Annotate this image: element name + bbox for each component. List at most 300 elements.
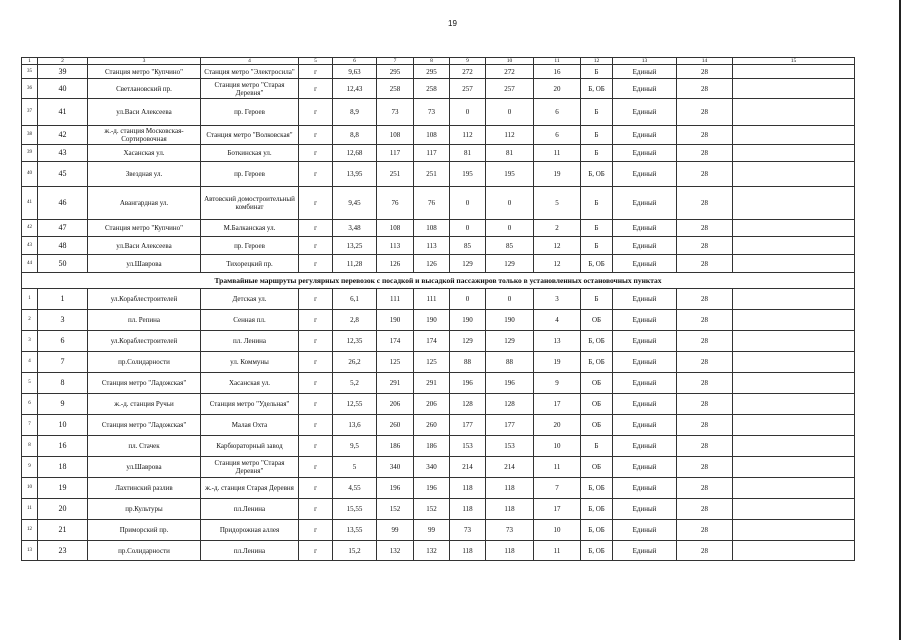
- route-type: г: [299, 187, 333, 220]
- route-number: 45: [38, 162, 88, 187]
- route-length: 5: [333, 457, 377, 478]
- cell-c7: 258: [377, 79, 414, 99]
- cell-c7: 111: [377, 289, 414, 310]
- cell-c15: [733, 478, 855, 499]
- cell-c7: 196: [377, 478, 414, 499]
- row-number: 7: [22, 415, 38, 436]
- route-length: 8,9: [333, 99, 377, 126]
- route-number: 10: [38, 415, 88, 436]
- cell-c14: 28: [677, 162, 733, 187]
- end-point: пл.Ленина: [201, 541, 299, 561]
- cell-c10: 129: [486, 255, 534, 273]
- column-number: 2: [38, 58, 88, 65]
- cell-c14: 28: [677, 541, 733, 561]
- end-point: Станция метро "Волковская": [201, 126, 299, 145]
- cell-c11: 3: [534, 289, 581, 310]
- cell-c14: 28: [677, 289, 733, 310]
- end-point: М.Балканская ул.: [201, 220, 299, 237]
- end-point: Малая Охта: [201, 415, 299, 436]
- cell-c13: Единый: [613, 237, 677, 255]
- route-length: 13,6: [333, 415, 377, 436]
- route-number: 8: [38, 373, 88, 394]
- cell-c9: 0: [450, 187, 486, 220]
- cell-c7: 73: [377, 99, 414, 126]
- cell-c8: 340: [414, 457, 450, 478]
- cell-c15: [733, 255, 855, 273]
- cell-c12: Б: [581, 145, 613, 162]
- cell-c9: 85: [450, 237, 486, 255]
- cell-c8: 295: [414, 65, 450, 79]
- route-length: 9,5: [333, 436, 377, 457]
- end-point: Хасанская ул.: [201, 373, 299, 394]
- table-row: [22, 79, 855, 99]
- route-number: 41: [38, 99, 88, 126]
- route-type: г: [299, 99, 333, 126]
- cell-c10: 153: [486, 436, 534, 457]
- row-number: 5: [22, 373, 38, 394]
- route-type: г: [299, 255, 333, 273]
- cell-c13: Единый: [613, 65, 677, 79]
- route-length: 2,8: [333, 310, 377, 331]
- route-number: 46: [38, 187, 88, 220]
- route-length: 12,35: [333, 331, 377, 352]
- cell-c13: Единый: [613, 187, 677, 220]
- table-row: [22, 162, 855, 187]
- cell-c9: 196: [450, 373, 486, 394]
- cell-c8: 73: [414, 99, 450, 126]
- route-number: 50: [38, 255, 88, 273]
- start-point: ул.Васи Алексеева: [88, 237, 201, 255]
- cell-c9: 112: [450, 126, 486, 145]
- cell-c14: 28: [677, 145, 733, 162]
- cell-c11: 17: [534, 394, 581, 415]
- cell-c12: Б: [581, 436, 613, 457]
- cell-c15: [733, 310, 855, 331]
- routes-table: [21, 57, 855, 561]
- table-row: [22, 415, 855, 436]
- table-row: [22, 331, 855, 352]
- cell-c13: Единый: [613, 373, 677, 394]
- cell-c8: 152: [414, 499, 450, 520]
- cell-c13: Единый: [613, 255, 677, 273]
- cell-c14: 28: [677, 237, 733, 255]
- cell-c15: [733, 457, 855, 478]
- cell-c7: 340: [377, 457, 414, 478]
- table-row: [22, 541, 855, 561]
- cell-c12: Б: [581, 237, 613, 255]
- route-number: 9: [38, 394, 88, 415]
- cell-c14: 28: [677, 99, 733, 126]
- cell-c7: 186: [377, 436, 414, 457]
- cell-c14: 28: [677, 255, 733, 273]
- route-type: г: [299, 145, 333, 162]
- route-length: 15,2: [333, 541, 377, 561]
- cell-c9: 153: [450, 436, 486, 457]
- table-row: [22, 457, 855, 478]
- route-length: 13,55: [333, 520, 377, 541]
- row-number: 43: [22, 237, 38, 255]
- section-header-row: [22, 273, 855, 289]
- cell-c15: [733, 541, 855, 561]
- cell-c13: Единый: [613, 289, 677, 310]
- start-point: пр.Солидарности: [88, 541, 201, 561]
- route-number: 40: [38, 79, 88, 99]
- cell-c11: 4: [534, 310, 581, 331]
- end-point: пл. Ленина: [201, 331, 299, 352]
- cell-c13: Единый: [613, 520, 677, 541]
- cell-c10: 0: [486, 99, 534, 126]
- route-length: 3,48: [333, 220, 377, 237]
- cell-c10: 196: [486, 373, 534, 394]
- cell-c12: Б, ОБ: [581, 541, 613, 561]
- table-row: [22, 310, 855, 331]
- page-border-right: [899, 0, 901, 640]
- cell-c9: 190: [450, 310, 486, 331]
- row-number: 12: [22, 520, 38, 541]
- cell-c14: 28: [677, 79, 733, 99]
- cell-c10: 118: [486, 541, 534, 561]
- end-point: Тихорецкий пр.: [201, 255, 299, 273]
- route-length: 6,1: [333, 289, 377, 310]
- table-row: [22, 499, 855, 520]
- cell-c9: 88: [450, 352, 486, 373]
- row-number: 39: [22, 145, 38, 162]
- cell-c10: 0: [486, 220, 534, 237]
- cell-c7: 260: [377, 415, 414, 436]
- cell-c9: 129: [450, 255, 486, 273]
- cell-c7: 108: [377, 126, 414, 145]
- start-point: ул.Шаврова: [88, 457, 201, 478]
- column-number: 13: [613, 58, 677, 65]
- route-length: 12,43: [333, 79, 377, 99]
- cell-c14: 28: [677, 436, 733, 457]
- cell-c13: Единый: [613, 310, 677, 331]
- cell-c9: 177: [450, 415, 486, 436]
- column-number: 4: [201, 58, 299, 65]
- cell-c8: 108: [414, 126, 450, 145]
- cell-c13: Единый: [613, 436, 677, 457]
- cell-c15: [733, 162, 855, 187]
- route-type: г: [299, 499, 333, 520]
- cell-c12: Б, ОБ: [581, 520, 613, 541]
- cell-c11: 20: [534, 415, 581, 436]
- start-point: ул.Кораблестроителей: [88, 331, 201, 352]
- row-number: 4: [22, 352, 38, 373]
- column-number: 7: [377, 58, 414, 65]
- cell-c9: 129: [450, 331, 486, 352]
- end-point: Детская ул.: [201, 289, 299, 310]
- route-type: г: [299, 541, 333, 561]
- cell-c13: Единый: [613, 394, 677, 415]
- route-number: 6: [38, 331, 88, 352]
- cell-c9: 214: [450, 457, 486, 478]
- section-title: Трамвайные маршруты регулярных перевозок с посадкой и высадкой пассажиров только в установленных остановочных пунктах: [22, 273, 855, 289]
- end-point: Сенная пл.: [201, 310, 299, 331]
- cell-c9: 118: [450, 541, 486, 561]
- cell-c13: Единый: [613, 478, 677, 499]
- start-point: Приморский пр.: [88, 520, 201, 541]
- cell-c11: 6: [534, 99, 581, 126]
- cell-c8: 132: [414, 541, 450, 561]
- end-point: Карбюраторный завод: [201, 436, 299, 457]
- cell-c8: 111: [414, 289, 450, 310]
- row-number: 38: [22, 126, 38, 145]
- row-number: 9: [22, 457, 38, 478]
- route-number: 3: [38, 310, 88, 331]
- cell-c13: Единый: [613, 331, 677, 352]
- cell-c12: Б, ОБ: [581, 478, 613, 499]
- cell-c12: Б: [581, 289, 613, 310]
- cell-c10: 118: [486, 478, 534, 499]
- table-row: [22, 394, 855, 415]
- cell-c12: Б, ОБ: [581, 79, 613, 99]
- route-type: г: [299, 289, 333, 310]
- cell-c15: [733, 415, 855, 436]
- start-point: Станция метро "Купчино": [88, 220, 201, 237]
- cell-c15: [733, 126, 855, 145]
- cell-c13: Единый: [613, 126, 677, 145]
- start-point: пр.Культуры: [88, 499, 201, 520]
- table-row: [22, 289, 855, 310]
- end-point: ул. Коммуны: [201, 352, 299, 373]
- cell-c10: 85: [486, 237, 534, 255]
- route-number: 48: [38, 237, 88, 255]
- cell-c15: [733, 520, 855, 541]
- route-length: 5,2: [333, 373, 377, 394]
- cell-c14: 28: [677, 65, 733, 79]
- cell-c9: 81: [450, 145, 486, 162]
- cell-c15: [733, 187, 855, 220]
- route-number: 39: [38, 65, 88, 79]
- end-point: пр. Героев: [201, 162, 299, 187]
- route-type: г: [299, 394, 333, 415]
- cell-c9: 0: [450, 99, 486, 126]
- row-number: 40: [22, 162, 38, 187]
- cell-c13: Единый: [613, 457, 677, 478]
- column-number: 8: [414, 58, 450, 65]
- table-row: [22, 352, 855, 373]
- cell-c12: Б: [581, 220, 613, 237]
- row-number: 10: [22, 478, 38, 499]
- cell-c11: 10: [534, 436, 581, 457]
- cell-c7: 132: [377, 541, 414, 561]
- start-point: ул.Васи Алексеева: [88, 99, 201, 126]
- cell-c10: 112: [486, 126, 534, 145]
- column-number: 14: [677, 58, 733, 65]
- cell-c7: 295: [377, 65, 414, 79]
- row-number: 11: [22, 499, 38, 520]
- cell-c15: [733, 289, 855, 310]
- route-length: 12,68: [333, 145, 377, 162]
- cell-c12: Б, ОБ: [581, 499, 613, 520]
- cell-c7: 113: [377, 237, 414, 255]
- column-number: 5: [299, 58, 333, 65]
- end-point: пр. Героев: [201, 237, 299, 255]
- cell-c9: 118: [450, 499, 486, 520]
- cell-c11: 9: [534, 373, 581, 394]
- table-row: [22, 99, 855, 126]
- cell-c11: 12: [534, 237, 581, 255]
- cell-c14: 28: [677, 499, 733, 520]
- route-type: г: [299, 457, 333, 478]
- cell-c10: 190: [486, 310, 534, 331]
- end-point: Станция метро "Электросила": [201, 65, 299, 79]
- cell-c11: 11: [534, 541, 581, 561]
- row-number: 44: [22, 255, 38, 273]
- cell-c13: Единый: [613, 541, 677, 561]
- cell-c8: 186: [414, 436, 450, 457]
- cell-c12: Б, ОБ: [581, 352, 613, 373]
- row-number: 42: [22, 220, 38, 237]
- row-number: 36: [22, 79, 38, 99]
- cell-c15: [733, 237, 855, 255]
- start-point: Лахтинский разлив: [88, 478, 201, 499]
- route-number: 43: [38, 145, 88, 162]
- row-number: 35: [22, 65, 38, 79]
- cell-c12: ОБ: [581, 310, 613, 331]
- cell-c7: 291: [377, 373, 414, 394]
- cell-c7: 251: [377, 162, 414, 187]
- cell-c15: [733, 436, 855, 457]
- cell-c11: 2: [534, 220, 581, 237]
- row-number: 1: [22, 289, 38, 310]
- cell-c14: 28: [677, 126, 733, 145]
- route-number: 16: [38, 436, 88, 457]
- start-point: ул.Кораблестроителей: [88, 289, 201, 310]
- route-type: г: [299, 352, 333, 373]
- route-type: г: [299, 79, 333, 99]
- route-length: 12,55: [333, 394, 377, 415]
- table-row: [22, 145, 855, 162]
- cell-c9: 118: [450, 478, 486, 499]
- route-length: 15,55: [333, 499, 377, 520]
- route-number: 42: [38, 126, 88, 145]
- cell-c12: Б, ОБ: [581, 331, 613, 352]
- route-length: 13,25: [333, 237, 377, 255]
- end-point: пл.Ленина: [201, 499, 299, 520]
- cell-c10: 88: [486, 352, 534, 373]
- cell-c15: [733, 352, 855, 373]
- cell-c7: 206: [377, 394, 414, 415]
- cell-c7: 76: [377, 187, 414, 220]
- end-point: Станция метро "Удельная": [201, 394, 299, 415]
- cell-c7: 99: [377, 520, 414, 541]
- cell-c12: ОБ: [581, 373, 613, 394]
- route-number: 23: [38, 541, 88, 561]
- column-number: 6: [333, 58, 377, 65]
- cell-c14: 28: [677, 310, 733, 331]
- start-point: Станция метро "Ладожская": [88, 415, 201, 436]
- cell-c12: Б, ОБ: [581, 162, 613, 187]
- column-number: 9: [450, 58, 486, 65]
- cell-c14: 28: [677, 373, 733, 394]
- table-row: [22, 65, 855, 79]
- start-point: Станция метро "Ладожская": [88, 373, 201, 394]
- cell-c13: Единый: [613, 220, 677, 237]
- cell-c7: 108: [377, 220, 414, 237]
- cell-c9: 257: [450, 79, 486, 99]
- cell-c10: 195: [486, 162, 534, 187]
- cell-c11: 7: [534, 478, 581, 499]
- cell-c9: 73: [450, 520, 486, 541]
- end-point: Станция метро "Старая Деревня": [201, 79, 299, 99]
- row-number: 6: [22, 394, 38, 415]
- end-point: Станция метро "Старая Деревня": [201, 457, 299, 478]
- cell-c14: 28: [677, 520, 733, 541]
- start-point: Авангардная ул.: [88, 187, 201, 220]
- cell-c8: 125: [414, 352, 450, 373]
- cell-c11: 16: [534, 65, 581, 79]
- start-point: пл. Стачек: [88, 436, 201, 457]
- cell-c10: 272: [486, 65, 534, 79]
- cell-c14: 28: [677, 478, 733, 499]
- column-number: 11: [534, 58, 581, 65]
- route-type: г: [299, 220, 333, 237]
- cell-c11: 20: [534, 79, 581, 99]
- end-point: ж.-д. станция Старая Деревня: [201, 478, 299, 499]
- cell-c12: Б: [581, 65, 613, 79]
- route-type: г: [299, 478, 333, 499]
- cell-c8: 76: [414, 187, 450, 220]
- column-number: 3: [88, 58, 201, 65]
- route-type: г: [299, 373, 333, 394]
- cell-c15: [733, 145, 855, 162]
- cell-c7: 125: [377, 352, 414, 373]
- cell-c11: 12: [534, 255, 581, 273]
- start-point: Светлановский пр.: [88, 79, 201, 99]
- cell-c11: 19: [534, 162, 581, 187]
- cell-c15: [733, 373, 855, 394]
- route-number: 47: [38, 220, 88, 237]
- column-number-row: [22, 58, 855, 65]
- column-number: 10: [486, 58, 534, 65]
- cell-c8: 126: [414, 255, 450, 273]
- route-length: 9,45: [333, 187, 377, 220]
- cell-c9: 272: [450, 65, 486, 79]
- route-length: 13,95: [333, 162, 377, 187]
- route-length: 9,63: [333, 65, 377, 79]
- cell-c13: Единый: [613, 499, 677, 520]
- end-point: пр. Героев: [201, 99, 299, 126]
- table-row: [22, 373, 855, 394]
- end-point: Автовский домостроительный комбинат: [201, 187, 299, 220]
- route-number: 18: [38, 457, 88, 478]
- cell-c11: 11: [534, 145, 581, 162]
- cell-c14: 28: [677, 220, 733, 237]
- cell-c8: 190: [414, 310, 450, 331]
- route-type: г: [299, 331, 333, 352]
- cell-c11: 10: [534, 520, 581, 541]
- cell-c12: Б: [581, 187, 613, 220]
- cell-c11: 17: [534, 499, 581, 520]
- cell-c15: [733, 220, 855, 237]
- cell-c14: 28: [677, 394, 733, 415]
- cell-c10: 0: [486, 289, 534, 310]
- column-number: 1: [22, 58, 38, 65]
- route-type: г: [299, 237, 333, 255]
- route-length: 11,28: [333, 255, 377, 273]
- cell-c11: 6: [534, 126, 581, 145]
- cell-c8: 206: [414, 394, 450, 415]
- table-row: [22, 478, 855, 499]
- cell-c10: 0: [486, 187, 534, 220]
- table-row: [22, 237, 855, 255]
- table-row: [22, 255, 855, 273]
- page-number: 19: [448, 19, 457, 28]
- cell-c13: Единый: [613, 145, 677, 162]
- route-type: г: [299, 520, 333, 541]
- cell-c7: 174: [377, 331, 414, 352]
